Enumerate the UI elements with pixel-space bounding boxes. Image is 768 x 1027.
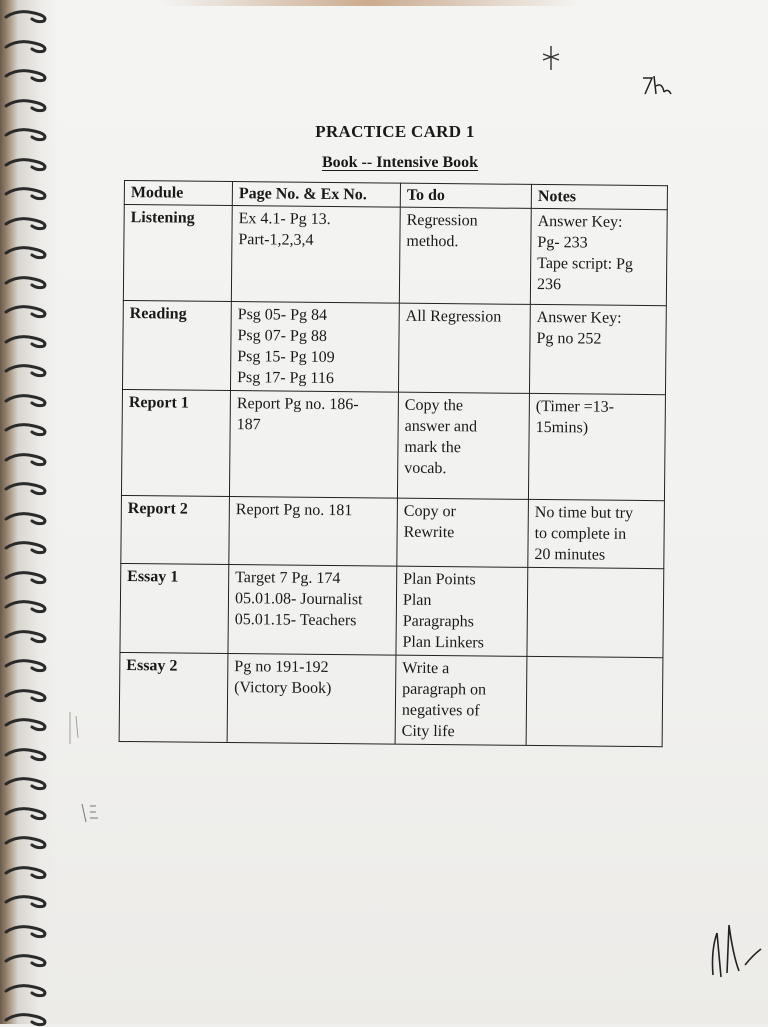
spiral-ring bbox=[4, 126, 52, 140]
margin-scribble-2 bbox=[64, 708, 84, 748]
page-subtitle: Book -- Intensive Book bbox=[321, 154, 479, 171]
todo-line: method. bbox=[406, 232, 459, 251]
spiral-ring bbox=[4, 893, 52, 907]
pages-line: Psg 17- Pg 116 bbox=[237, 369, 334, 388]
todo-line: mark the bbox=[404, 438, 461, 457]
todo-line: Plan Points bbox=[403, 570, 476, 589]
todo-line: Regression bbox=[406, 211, 478, 230]
pages-cell bbox=[229, 497, 398, 567]
todo-line: Write a bbox=[402, 659, 450, 678]
pages-line: Pg no 191-192 bbox=[234, 658, 329, 676]
table-row bbox=[120, 563, 664, 657]
notes-line: 236 bbox=[536, 275, 562, 294]
table-row bbox=[122, 300, 666, 394]
table-row bbox=[123, 205, 667, 306]
todo-line: All Regression bbox=[405, 307, 502, 326]
spiral-ring bbox=[4, 303, 52, 317]
spiral-ring bbox=[4, 775, 52, 789]
pages-line: (Victory Book) bbox=[234, 679, 332, 698]
notes-line: Pg no 252 bbox=[536, 329, 602, 348]
pages-line: Psg 07- Pg 88 bbox=[237, 327, 327, 345]
spiral-ring bbox=[4, 1011, 52, 1025]
todo-line: Plan bbox=[402, 591, 432, 609]
todo-line: Copy the bbox=[404, 396, 464, 415]
notes-cell bbox=[528, 499, 665, 568]
todo-cell bbox=[398, 303, 530, 393]
pages-cell bbox=[228, 565, 397, 656]
notes-line: Tape script: Pg bbox=[537, 254, 634, 273]
spiral-ring bbox=[4, 628, 52, 642]
spiral-ring bbox=[4, 274, 52, 288]
todo-line: Plan Linkers bbox=[402, 633, 484, 652]
todo-line: vocab. bbox=[404, 459, 447, 478]
notes-cell bbox=[530, 208, 667, 305]
pages-line: 187 bbox=[236, 416, 261, 434]
notes-cell bbox=[529, 304, 666, 394]
notes-line: Answer Key: bbox=[537, 212, 623, 231]
spiral-ring bbox=[4, 8, 52, 22]
spiral-ring bbox=[4, 598, 52, 612]
module-cell: Reading bbox=[122, 300, 231, 390]
pages-cell bbox=[231, 206, 400, 304]
practice-table bbox=[119, 180, 668, 747]
spiral-binding bbox=[0, 0, 58, 1024]
header-page-no: Page No. & Ex No. bbox=[232, 182, 400, 208]
spiral-ring bbox=[4, 156, 52, 170]
margin-scribble bbox=[78, 800, 102, 826]
pages-line: 05.01.08- Journalist bbox=[234, 590, 363, 609]
spiral-ring bbox=[4, 451, 52, 465]
spiral-ring bbox=[4, 834, 52, 848]
spiral-ring bbox=[4, 362, 52, 376]
asterisk-mark bbox=[540, 44, 562, 72]
spiral-ring bbox=[4, 67, 52, 81]
corner-signature-scribble bbox=[705, 915, 765, 985]
pages-line: Target 7 Pg. 174 bbox=[235, 569, 341, 588]
module-cell: Report 2 bbox=[121, 495, 230, 564]
module-cell: Listening bbox=[123, 205, 232, 302]
pages-cell bbox=[227, 654, 396, 745]
pages-line: Psg 05- Pg 84 bbox=[237, 306, 328, 324]
pages-line: Psg 15- Pg 109 bbox=[237, 348, 335, 367]
spiral-ring bbox=[4, 539, 52, 553]
spiral-ring bbox=[4, 746, 52, 760]
header-module: Module bbox=[124, 181, 232, 206]
table-body bbox=[119, 205, 667, 747]
notes-line: 20 minutes bbox=[534, 545, 606, 564]
todo-line: Paragraphs bbox=[402, 612, 474, 631]
spiral-ring bbox=[4, 982, 52, 996]
header-notes: Notes bbox=[531, 184, 667, 209]
spiral-ring bbox=[4, 97, 52, 111]
pages-line: Part-1,2,3,4 bbox=[238, 231, 314, 249]
spiral-ring bbox=[4, 805, 52, 819]
spiral-ring bbox=[4, 569, 52, 583]
page-top-shadow bbox=[160, 0, 580, 6]
spiral-ring bbox=[4, 185, 52, 199]
pages-line: 05.01.15- Teachers bbox=[234, 611, 357, 630]
table-row bbox=[121, 389, 665, 500]
todo-line: paragraph on bbox=[402, 680, 487, 699]
notes-line: 15mins) bbox=[535, 418, 589, 437]
spiral-ring bbox=[4, 215, 52, 229]
table-row bbox=[119, 652, 663, 746]
module-cell: Report 1 bbox=[121, 389, 230, 496]
todo-cell bbox=[396, 566, 528, 656]
spiral-ring bbox=[4, 923, 52, 937]
spiral-ring bbox=[4, 38, 52, 52]
spiral-ring bbox=[4, 244, 52, 258]
pages-line: Ex 4.1- Pg 13. bbox=[238, 210, 331, 228]
page-title: PRACTICE CARD 1 bbox=[315, 122, 475, 141]
todo-line: Copy or bbox=[403, 502, 456, 521]
notes-cell bbox=[528, 393, 665, 500]
todo-line: Rewrite bbox=[403, 523, 455, 542]
notes-line: Pg- 233 bbox=[537, 233, 588, 252]
spiral-ring bbox=[4, 392, 52, 406]
spiral-ring bbox=[4, 657, 52, 671]
module-cell: Essay 1 bbox=[120, 563, 229, 653]
todo-cell bbox=[395, 655, 527, 745]
pages-line: Report Pg no. 186- bbox=[236, 395, 359, 414]
todo-cell bbox=[397, 392, 529, 499]
spiral-ring bbox=[4, 687, 52, 701]
table-row bbox=[121, 495, 665, 568]
spiral-ring bbox=[4, 952, 52, 966]
notes-line: Answer Key: bbox=[536, 308, 622, 327]
spiral-ring bbox=[4, 480, 52, 494]
module-cell: Essay 2 bbox=[119, 652, 228, 742]
todo-line: negatives of bbox=[401, 701, 480, 720]
notes-line: No time but try bbox=[534, 503, 634, 522]
spiral-ring bbox=[4, 333, 52, 347]
spiral-ring bbox=[4, 864, 52, 878]
header-to-do: To do bbox=[400, 183, 531, 208]
spiral-ring bbox=[4, 510, 52, 524]
todo-line: answer and bbox=[404, 417, 478, 436]
notes-line: to complete in bbox=[534, 524, 627, 543]
spiral-ring bbox=[4, 716, 52, 730]
pages-cell bbox=[230, 302, 399, 393]
pages-line: Report Pg no. 181 bbox=[235, 501, 353, 520]
todo-cell bbox=[397, 498, 529, 567]
notes-line: (Timer =13- bbox=[535, 397, 615, 416]
spiral-ring bbox=[4, 421, 52, 435]
todo-cell bbox=[399, 207, 531, 304]
notes-cell bbox=[526, 656, 663, 746]
todo-line: City life bbox=[401, 722, 455, 741]
pages-cell bbox=[229, 391, 398, 499]
notes-cell bbox=[527, 567, 664, 657]
initials-scribble bbox=[640, 70, 674, 100]
